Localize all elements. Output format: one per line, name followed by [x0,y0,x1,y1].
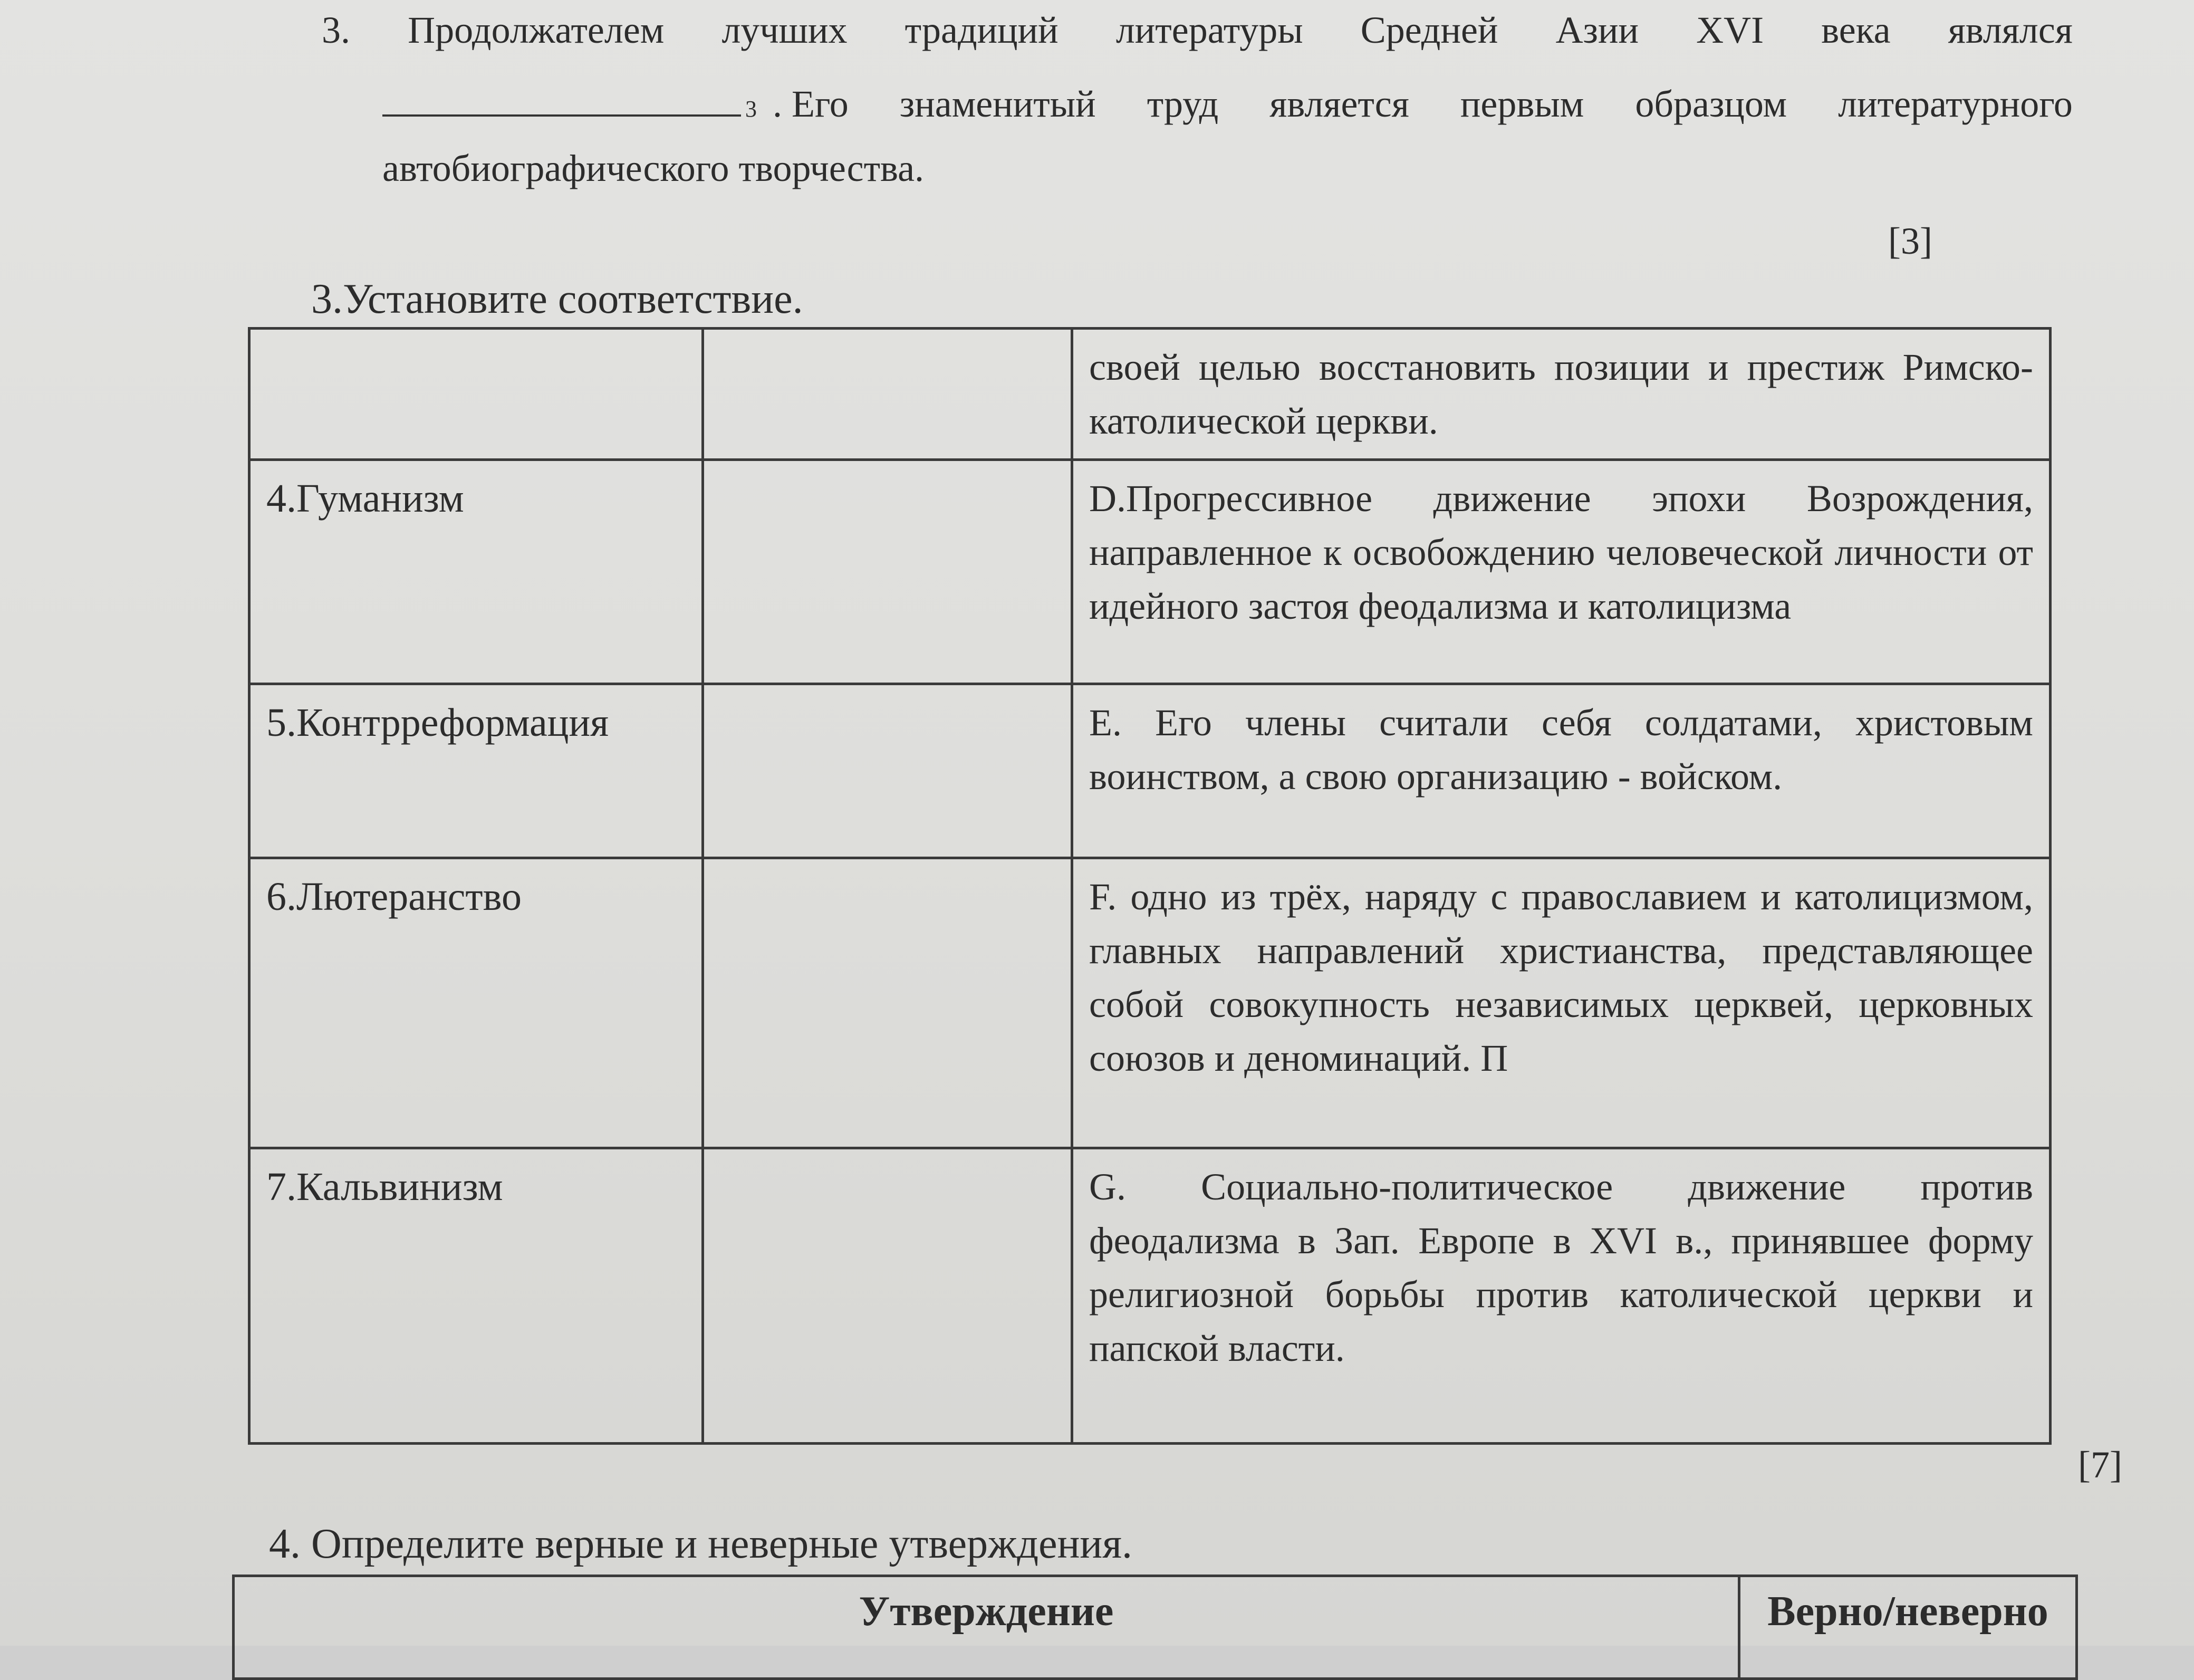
word: являлся [1948,9,2073,51]
word: . Его [773,83,849,125]
word: знаменитый [899,83,1096,125]
term-cell: 4.Гуманизм [249,460,703,684]
word: века [1821,9,1891,51]
table-row [249,858,2051,1148]
answer-cell[interactable] [703,684,1072,858]
table-row [249,460,2051,684]
answer-cell[interactable] [703,858,1072,1148]
word: труд [1147,83,1219,125]
column-header-statement: Утверждение [234,1576,1739,1679]
column-header-answer: Верно/неверно [1739,1576,2077,1679]
word: первым [1460,83,1584,125]
task4-title: 4. Определите верные и неверные утверждения. [269,1521,1133,1567]
word: литературы [1115,9,1303,51]
definition-cell: E. Его члены считали себя солдатами, христовым воинством, а свою организацию - войском. [1072,684,2051,858]
table-header-row [234,1576,2077,1679]
definition-cell: G. Социально-политическое движение против феодализма в Зап. Европе в XVI в., принявшее форму религиозной борьбы против католической церкви и папской власти. [1072,1148,2051,1444]
word: является [1269,83,1409,125]
table-row [249,1148,2051,1444]
answer-cell[interactable] [703,460,1072,684]
word: лучших [721,9,848,51]
answer-cell[interactable] [703,1148,1072,1444]
word: литературного [1838,83,2073,125]
q3-sentence-line3: автобиографического творчества. [382,147,925,189]
term-cell: 6.Лютеранство [249,858,703,1148]
word: образцом [1635,83,1787,125]
definition-cell: F. одно из трёх, наряду с православием и католицизмом, главных направлений христианства, представляющее собой совокупность независимых церквей, церковных союзов и деноминаций. П [1072,858,2051,1148]
term-cell [249,329,703,460]
word: Продолжателем [408,9,665,51]
word: XVI [1696,9,1764,51]
q3-sentence-line1 [322,0,2073,61]
word: 3. [322,9,350,51]
q3-sentence-line2 [382,74,2073,139]
task3-title: 3.Установите соответствие. [311,276,803,322]
table-row [249,684,2051,858]
definition-cell: своей целью восстановить позиции и престиж Римско-католической церкви. [1072,329,2051,460]
footnote-mark: 3 [745,96,757,122]
answer-blank[interactable] [382,78,741,117]
points-task3: [7] [2078,1444,2122,1486]
definition-cell: D.Прогрессивное движение эпохи Возрождения, направленное к освобождению человеческой личности от идейного застоя феодализма и католицизма [1072,460,2051,684]
word: Средней [1360,9,1498,51]
points-q3: [3] [1888,220,1932,262]
word: Азии [1555,9,1639,51]
table-row [249,329,2051,460]
word: традиций [904,9,1058,51]
answer-cell[interactable] [703,329,1072,460]
statements-table [232,1575,2078,1680]
term-cell: 7.Кальвинизм [249,1148,703,1444]
term-cell: 5.Контрреформация [249,684,703,858]
matching-table [248,327,2052,1445]
